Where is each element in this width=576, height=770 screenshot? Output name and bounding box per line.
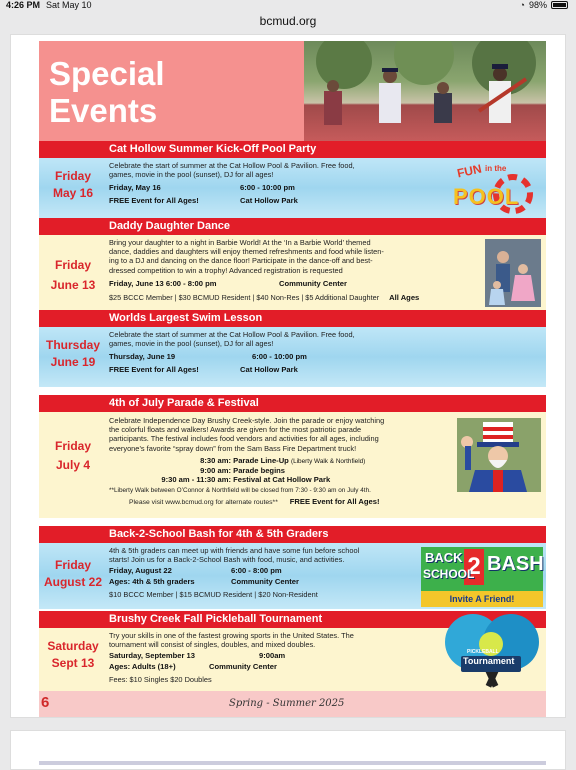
status-bar <box>0 0 576 12</box>
bash-logo-bash: BASH <box>487 553 544 575</box>
fun-in-the-pool-logo <box>451 162 541 216</box>
bash-logo-school: SCHOOL <box>423 567 475 581</box>
event-section <box>39 543 546 609</box>
event-when: Saturday, September 13 <box>109 651 195 661</box>
header <box>39 41 546 141</box>
schedule-row <box>109 475 449 484</box>
event-desc-line: Try your skills in one of the fastest growing sports in the United States. The <box>109 631 354 640</box>
event-place: Cat Hollow Park <box>240 364 298 374</box>
battery-percent: 98% <box>528 0 547 10</box>
schedule-item: Parade begins <box>233 466 286 476</box>
event-date: August 22 <box>43 575 102 589</box>
event-when-row <box>109 651 439 660</box>
event-weekday: Friday <box>54 439 91 453</box>
event-price: FREE Event for All Ages! <box>109 364 199 374</box>
event-desc-line: dance, daddies and daughters will enjoy themed refreshments and food while listen- <box>109 247 384 257</box>
band-photo-illustration <box>304 41 546 141</box>
logo-pool: POOL <box>453 184 520 209</box>
event-place: Community Center <box>231 576 299 586</box>
event-title: Cat Hollow Summer Kick-Off Pool Party <box>109 143 317 155</box>
schedule-item: Festival at Cat Hollow Park <box>233 475 331 485</box>
logo-fun: FUN <box>455 161 483 181</box>
uncle-sam-photo <box>457 418 541 492</box>
event-ages: All Ages <box>389 293 420 303</box>
event-fees-row <box>109 293 484 302</box>
event-desc-line: tournament will consist of singles, doubles, and mixed doubles. <box>109 640 316 650</box>
page-title <box>49 55 165 129</box>
event-title: Daddy Daughter Dance <box>109 220 231 232</box>
event-desc-line: ing to a DJ and dancing on the dance floor! Participate in the dance-off and best- <box>109 256 373 266</box>
event-weekday: Friday <box>54 258 91 272</box>
event-desc-line: 4th & 5th graders can meet up with friends and have some fun before school <box>109 546 360 555</box>
event-desc-line: games, movie in the pool (sunset), DJ for all ages! <box>109 339 274 349</box>
event-when-row <box>109 279 484 288</box>
title-line-2: Events <box>49 92 158 129</box>
invite-a-friend-caption: Invite A Friend! <box>421 591 543 607</box>
schedule-time: 9:00 am: <box>200 466 231 476</box>
event-price-row <box>109 365 439 374</box>
event-place: Community Center <box>209 661 277 671</box>
event-desc-line: Bring your daughter to a night in Barbie World! At the ‘In a Barbie World’ themed <box>109 238 371 247</box>
event-when-row <box>109 183 429 192</box>
battery-icon <box>551 1 568 9</box>
title-line-1: Special <box>49 55 165 92</box>
dance-photo-illustration <box>485 239 541 307</box>
event-time: 6:00 - 8:00 pm <box>231 566 282 576</box>
event-body <box>109 161 429 205</box>
event-desc-line: starts! Join us for a Back-2-School Bash with food, music, and activities. <box>109 555 345 565</box>
event-section <box>39 235 546 310</box>
page-number: 6 <box>41 694 50 711</box>
event-date: June 13 <box>50 278 96 292</box>
schedule-row <box>109 456 449 466</box>
event-price: FREE Event for All Ages! <box>289 496 380 506</box>
back-2-school-bash-logo <box>421 547 543 607</box>
event-section <box>39 158 546 218</box>
event-day <box>39 638 107 672</box>
event-when: Friday, May 16 <box>109 183 161 193</box>
event-body <box>109 416 449 507</box>
event-title-band <box>39 310 546 327</box>
event-date: July 4 <box>55 458 91 472</box>
pickleball-logo-tournament: Tournament <box>463 656 515 666</box>
battery-fill <box>553 3 566 7</box>
event-footnote-row <box>109 497 449 507</box>
pickleball-logo <box>439 610 543 690</box>
event-section <box>39 628 546 691</box>
event-section <box>39 327 546 387</box>
event-when: Friday, August 22 <box>109 566 172 576</box>
event-when-row <box>109 566 429 575</box>
events-sheet <box>39 41 546 711</box>
event-weekday: Thursday <box>45 338 100 352</box>
status-right <box>520 0 568 10</box>
event-title: 4th of July Parade & Festival <box>109 397 259 409</box>
event-footnote: **Liberty Walk between O’Connor & Northfield will be closed from 7:30 - 9:30 am on July 4th. <box>109 487 371 495</box>
event-time: 6:00 - 10:00 pm <box>252 352 307 362</box>
event-time: 6:00 - 10:00 pm <box>240 183 295 193</box>
event-ages-row <box>109 577 429 586</box>
event-weekday: Friday <box>54 558 91 572</box>
event-desc-line: games, movie in the pool (sunset), DJ for all ages! <box>109 170 274 180</box>
event-desc-line: Celebrate the start of summer at the Cat Hollow Pool & Pavilion. Free food, <box>109 330 355 339</box>
event-price-row <box>109 196 429 205</box>
event-weekday: Saturday <box>47 639 99 653</box>
address-bar[interactable] <box>0 12 576 32</box>
event-title: Brushy Creek Fall Pickleball Tournament <box>109 613 323 625</box>
event-fees: $25 BCCC Member | $30 BCMUD Resident | $40 Non-Res | $5 Additional Daughter <box>109 293 380 303</box>
event-desc-line: everyone’s favorite “spray down” from the Sam Bass Fire Department truck! <box>109 443 357 453</box>
event-desc-line: participants. The festival includes food vendors and activities for all ages, including <box>109 434 379 444</box>
event-weekday: Friday <box>54 169 91 183</box>
event-place: Community Center <box>279 278 347 288</box>
document-page <box>10 34 566 718</box>
event-fees: $10 BCCC Member | $15 BCMUD Resident | $20 Non-Resident <box>109 589 318 599</box>
event-day <box>39 438 107 474</box>
event-place: Cat Hollow Park <box>240 195 298 205</box>
event-title: Back-2-School Bash for 4th & 5th Graders <box>109 528 329 540</box>
bash-logo-2: 2 <box>464 549 484 585</box>
event-day <box>39 557 107 591</box>
event-when: Friday, June 13 6:00 - 8:00 pm <box>109 278 217 288</box>
event-body <box>109 330 439 374</box>
event-time: 9:00am <box>259 651 286 661</box>
status-time: 4:26 PM <box>6 0 41 10</box>
url-text: bcmud.org <box>259 14 317 28</box>
event-date: June 19 <box>50 355 96 369</box>
event-ages-row <box>109 662 439 671</box>
event-desc-line: dressed competition to win a trophy! Advanced registration is requested <box>109 265 343 275</box>
event-title: Worlds Largest Swim Lesson <box>109 312 263 324</box>
event-day <box>39 257 107 294</box>
schedule-item: Parade Line-Up <box>233 455 289 465</box>
event-day <box>39 337 107 371</box>
season-label: Spring - Summer 2025 <box>229 698 345 709</box>
dance-photo <box>485 239 541 307</box>
event-day <box>39 168 107 202</box>
event-when-row <box>109 352 439 361</box>
event-body <box>109 238 484 302</box>
event-title-band <box>39 218 546 235</box>
event-when: Thursday, June 19 <box>109 352 176 362</box>
wifi-icon: ◔ <box>519 0 525 10</box>
schedule-time: 8:30 am: <box>200 455 231 465</box>
pickleball-logo-word: PICKLEBALL <box>467 649 499 655</box>
next-page-rule <box>39 761 546 765</box>
event-title-band <box>39 141 546 158</box>
schedule-row <box>109 466 449 475</box>
event-fees: Fees: $10 Singles $20 Doubles <box>109 674 212 684</box>
event-body <box>109 631 439 684</box>
schedule-time: 9:30 am - 11:30 am: <box>161 475 231 485</box>
event-ages: Ages: 4th & 5th graders <box>109 576 195 586</box>
header-title-panel <box>39 41 304 141</box>
event-title-band <box>39 526 546 543</box>
event-ages: Ages: Adults (18+) <box>109 661 176 671</box>
event-desc-line: the colorful floats and walkers! Awards are given for the most patriotic parade <box>109 425 362 435</box>
event-footnote: Please visit www.bcmud.org for alternate routes** <box>129 498 278 506</box>
band-photo <box>304 41 546 141</box>
status-date: Sat May 10 <box>46 0 92 10</box>
event-body <box>109 546 429 599</box>
event-price: FREE Event for All Ages! <box>109 195 199 205</box>
event-title-band <box>39 395 546 412</box>
logo-in-the: in the <box>485 164 507 173</box>
event-date: May 16 <box>52 186 94 200</box>
schedule-note: (Liberty Walk & Northfield) <box>290 457 366 465</box>
event-section <box>39 412 546 518</box>
next-page-preview <box>10 730 566 770</box>
bash-logo-back: BACK <box>425 550 463 565</box>
page-footer <box>39 691 546 717</box>
event-date: Sept 13 <box>51 656 95 670</box>
uncle-sam-illustration <box>457 418 541 492</box>
event-desc-line: Celebrate Independence Day Brushy Creek-style. Join the parade or enjoy watching <box>109 416 385 425</box>
event-desc-line: Celebrate the start of summer at the Cat Hollow Pool & Pavilion. Free food, <box>109 161 355 170</box>
